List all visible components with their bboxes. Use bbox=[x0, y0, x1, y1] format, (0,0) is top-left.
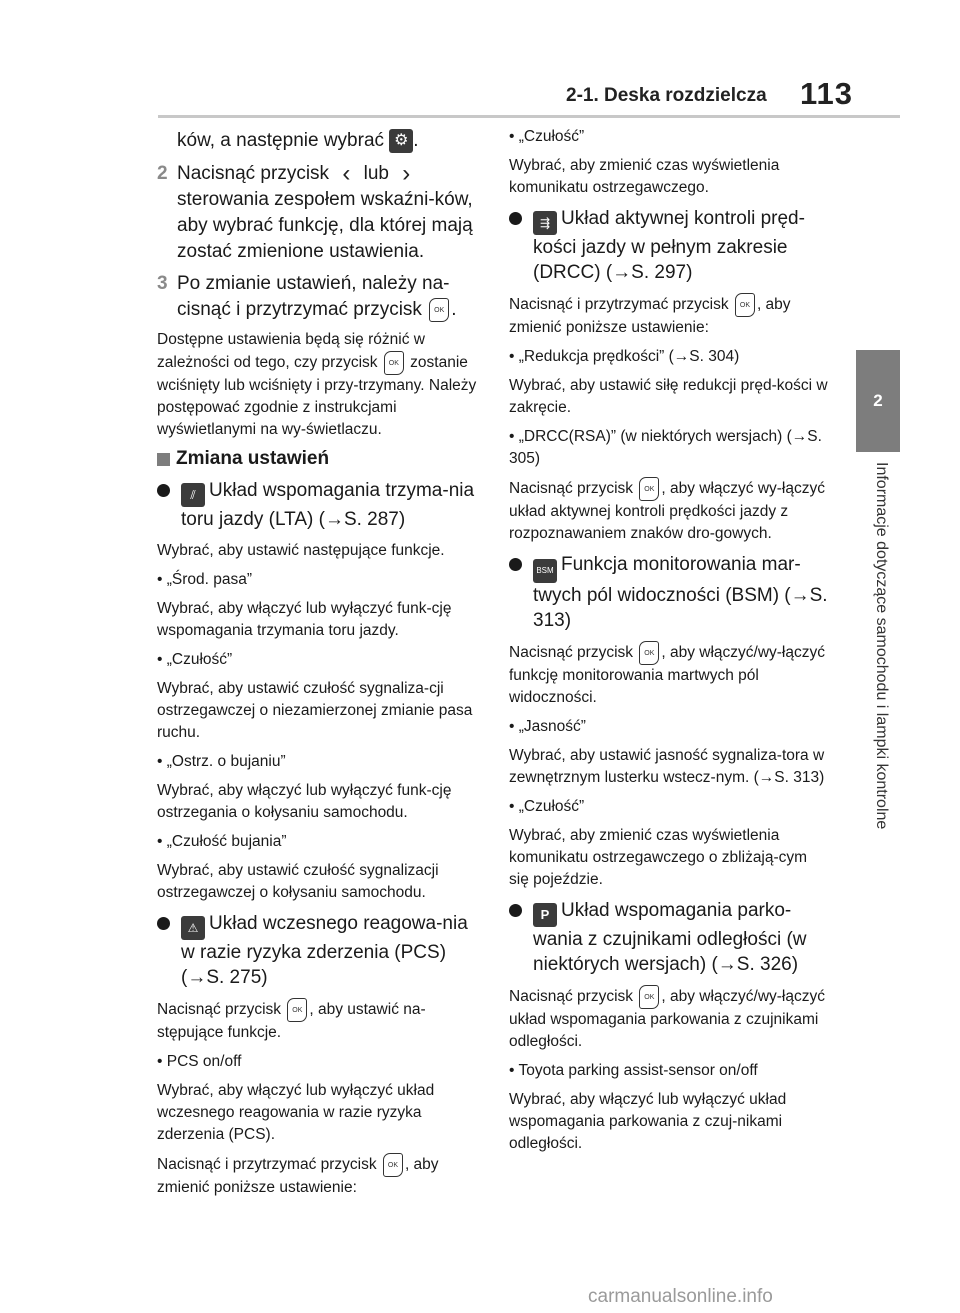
drcc-hold-a: Nacisnąć i przytrzymać przycisk bbox=[509, 296, 729, 314]
gear-icon: ⚙ bbox=[389, 129, 413, 153]
list-item-title: • „DRCC(RSA)” (w niektórych wersjach) (→S. 305) bbox=[509, 428, 822, 467]
pcs-hold-a: Nacisnąć i przytrzymać przycisk bbox=[157, 1156, 377, 1174]
bullet-dot-icon bbox=[509, 558, 522, 571]
pks-press-a: Nacisnąć przycisk bbox=[509, 988, 634, 1006]
chapter-tab bbox=[856, 350, 900, 452]
list-item bbox=[157, 569, 482, 591]
feature-bsm bbox=[509, 552, 831, 633]
left-column bbox=[157, 124, 482, 1206]
feature-drcc bbox=[509, 206, 831, 285]
list-item-desc: Wybrać, aby ustawić czułość sygnaliza-cji ostrzegawczej o niezamierzonej zmianie pasa ruchu. bbox=[157, 680, 473, 741]
ok-button-icon: OK bbox=[735, 293, 755, 317]
bullet-dot-icon bbox=[509, 212, 522, 225]
list-item-title: • „Czułość” bbox=[509, 128, 585, 145]
list-item-title: • „Redukcja prędkości” (→S. 304) bbox=[509, 348, 740, 365]
list-item-title: • „Jasność” bbox=[509, 718, 586, 735]
list-item-title: • „Środ. pasa” bbox=[157, 571, 253, 588]
list-item-desc: Wybrać, aby włączyć lub wyłączyć funk-cję ostrzegania o kołysaniu samochodu. bbox=[157, 782, 452, 821]
step3-text-a: Po zmianie ustawień, należy na-cisnąć i przytrzymać przycisk bbox=[177, 273, 450, 320]
ok-button-icon: OK bbox=[639, 477, 659, 501]
list-item-desc: Wybrać, aby zmienić czas wyświetlenia komunikatu ostrzegawczego o zbliżają-cym się pojeździe. bbox=[509, 827, 808, 888]
pks-press bbox=[509, 985, 831, 1053]
bsm-press-a: Nacisnąć przycisk bbox=[509, 644, 634, 662]
feature-title: Układ wczesnego reagowa-nia w razie ryzyka zderzenia (PCS) (→S. 275) bbox=[181, 913, 468, 988]
feature-parking-sensor bbox=[509, 898, 831, 977]
section-title: 2-1. Deska rozdzielcza bbox=[566, 85, 767, 106]
ok-button-icon: OK bbox=[384, 351, 404, 375]
blind-spot-monitor-icon: BSM bbox=[533, 559, 557, 583]
list-item-desc: Wybrać, aby ustawić czułość sygnalizacji ostrzegawczej o kołysaniu samochodu. bbox=[157, 862, 439, 901]
feature-title: Układ wspomagania trzyma-nia toru jazdy (LTA) (→S. 287) bbox=[181, 480, 475, 530]
pks-press-b: , aby włączyć/wy-łączyć układ wspomagania parkowania z czujnikami odległości. bbox=[509, 988, 825, 1050]
drcc-hold-b: , aby zmienić poniższe ustawienie: bbox=[509, 296, 791, 336]
ok-button-icon: OK bbox=[429, 298, 449, 322]
list-item-title: • „Czułość bujania” bbox=[157, 833, 287, 850]
pcs-press-b: , aby ustawić na-stępujące funkcje. bbox=[157, 1001, 426, 1041]
note-text-a: Dostępne ustawienia będą się różnić w zależności od tego, czy przycisk bbox=[157, 331, 425, 372]
ok-button-icon: OK bbox=[639, 641, 659, 665]
ok-button-icon: OK bbox=[383, 1153, 403, 1177]
chevron-right-icon: › bbox=[402, 160, 411, 187]
list-item-desc: Wybrać, aby ustawić jasność sygnaliza-tora w zewnętrznym lusterku wstecz-nym. (→S. 313) bbox=[509, 747, 825, 786]
step3-period: . bbox=[451, 299, 457, 320]
step-3 bbox=[157, 271, 482, 323]
section-heading-text: Zmiana ustawień bbox=[176, 448, 330, 469]
list-item-title: • PCS on/off bbox=[157, 1053, 242, 1070]
lane-tracing-icon: ⫽ bbox=[181, 483, 205, 507]
pcs-hold-b: , aby zmienić poniższe ustawienie: bbox=[157, 1156, 439, 1196]
bullet-dot-icon bbox=[157, 917, 170, 930]
feature-title: Układ wspomagania parko-wania z czujnikami odległości (w niektórych wersjach) (→S. 326) bbox=[533, 900, 807, 975]
pre-collision-icon: ⚠ bbox=[181, 916, 205, 940]
list-item-title: • „Czułość” bbox=[157, 651, 233, 668]
ok-button-icon: OK bbox=[287, 998, 307, 1022]
drcc-press-b: , aby włączyć wy-łączyć układ aktywnej kontroli prędkości jazdy z rozpoznawaniem znaków dro-gowych. bbox=[509, 480, 825, 542]
drcc-hold bbox=[509, 293, 831, 339]
bullet-dot-icon bbox=[157, 484, 170, 497]
lta-items bbox=[157, 569, 482, 904]
step2-text-b: sterowania zespołem wskaźni-ków, aby wybrać funkcję, dla której mają zostać zmienione ustawienia. bbox=[177, 189, 473, 262]
right-column bbox=[509, 124, 831, 1162]
step2-or: lub bbox=[363, 163, 389, 184]
page-number: 113 bbox=[800, 76, 854, 111]
bullet-dot-icon bbox=[509, 904, 522, 917]
list-item-title: • Toyota parking assist-sensor on/off bbox=[509, 1062, 758, 1079]
square-bullet-icon bbox=[157, 453, 170, 466]
step1-continuation bbox=[157, 128, 482, 154]
pcs-press bbox=[157, 998, 482, 1044]
list-item-desc: Wybrać, aby włączyć lub wyłączyć funk-cję wspomagania trzymania toru jazdy. bbox=[157, 600, 452, 639]
drcc-press-a: Nacisnąć przycisk bbox=[509, 480, 634, 498]
pcs-press-a: Nacisnąć przycisk bbox=[157, 1001, 282, 1019]
step1-period: . bbox=[413, 130, 419, 151]
bsm-press bbox=[509, 641, 831, 709]
list-item-desc: Wybrać, aby włączyć lub wyłączyć układ wspomagania parkowania z czuj-nikami odległości. bbox=[509, 1091, 787, 1152]
feature-lta bbox=[157, 478, 482, 532]
step-2 bbox=[157, 161, 482, 265]
list-item-desc: Wybrać, aby włączyć lub wyłączyć układ wczesnego reagowania w razie ryzyka zderzenia (PCS). bbox=[157, 1082, 435, 1143]
chapter-label bbox=[866, 462, 890, 862]
feature-title: Funkcja monitorowania mar-twych pól widoczności (BSM) (→S. 313) bbox=[533, 554, 828, 631]
chevron-left-icon: ‹ bbox=[342, 160, 351, 187]
pcs-hold bbox=[157, 1153, 482, 1199]
step1-text: ków, a następnie wybrać bbox=[177, 130, 385, 151]
step-number: 3 bbox=[157, 273, 168, 294]
watermark: carmanualsonline.info bbox=[588, 1286, 773, 1307]
note-paragraph bbox=[157, 329, 482, 441]
list-item-title: • „Ostrz. o bujaniu” bbox=[157, 753, 286, 770]
radar-cruise-icon: ⇶ bbox=[533, 211, 557, 235]
section-heading bbox=[157, 448, 482, 470]
step2-text-a: Nacisnąć przycisk bbox=[177, 163, 330, 184]
ok-button-icon: OK bbox=[639, 985, 659, 1009]
header-rule bbox=[158, 115, 900, 118]
chapter-label-text: Informacje dotyczące samochodu i lampki kontrolne bbox=[873, 462, 890, 830]
bsm-press-b: , aby włączyć/wy-łączyć funkcję monitorowania martwych pól widoczności. bbox=[509, 644, 825, 706]
list-item-title: • „Czułość” bbox=[509, 798, 585, 815]
list-item-desc: Wybrać, aby ustawić siłę redukcji pręd-kości w zakręcie. bbox=[509, 377, 828, 416]
lta-intro: Wybrać, aby ustawić następujące funkcje. bbox=[157, 542, 445, 559]
feature-pcs bbox=[157, 911, 482, 990]
feature-title: Układ aktywnej kontroli pręd-kości jazdy w pełnym zakresie (DRCC) (→S. 297) bbox=[533, 208, 805, 283]
step-number: 2 bbox=[157, 163, 168, 184]
parking-sensor-icon: P bbox=[533, 903, 557, 927]
drcc-press bbox=[509, 477, 831, 545]
note-text-b: zostanie wciśnięty lub wciśnięty i przy-trzymany. Należy postępować zgodnie z instrukcjami wyświetlanymi na wy-świetlaczu. bbox=[157, 354, 477, 438]
list-item-desc: Wybrać, aby zmienić czas wyświetlenia komunikatu ostrzegawczego. bbox=[509, 157, 780, 196]
chapter-number: 2 bbox=[873, 391, 883, 410]
